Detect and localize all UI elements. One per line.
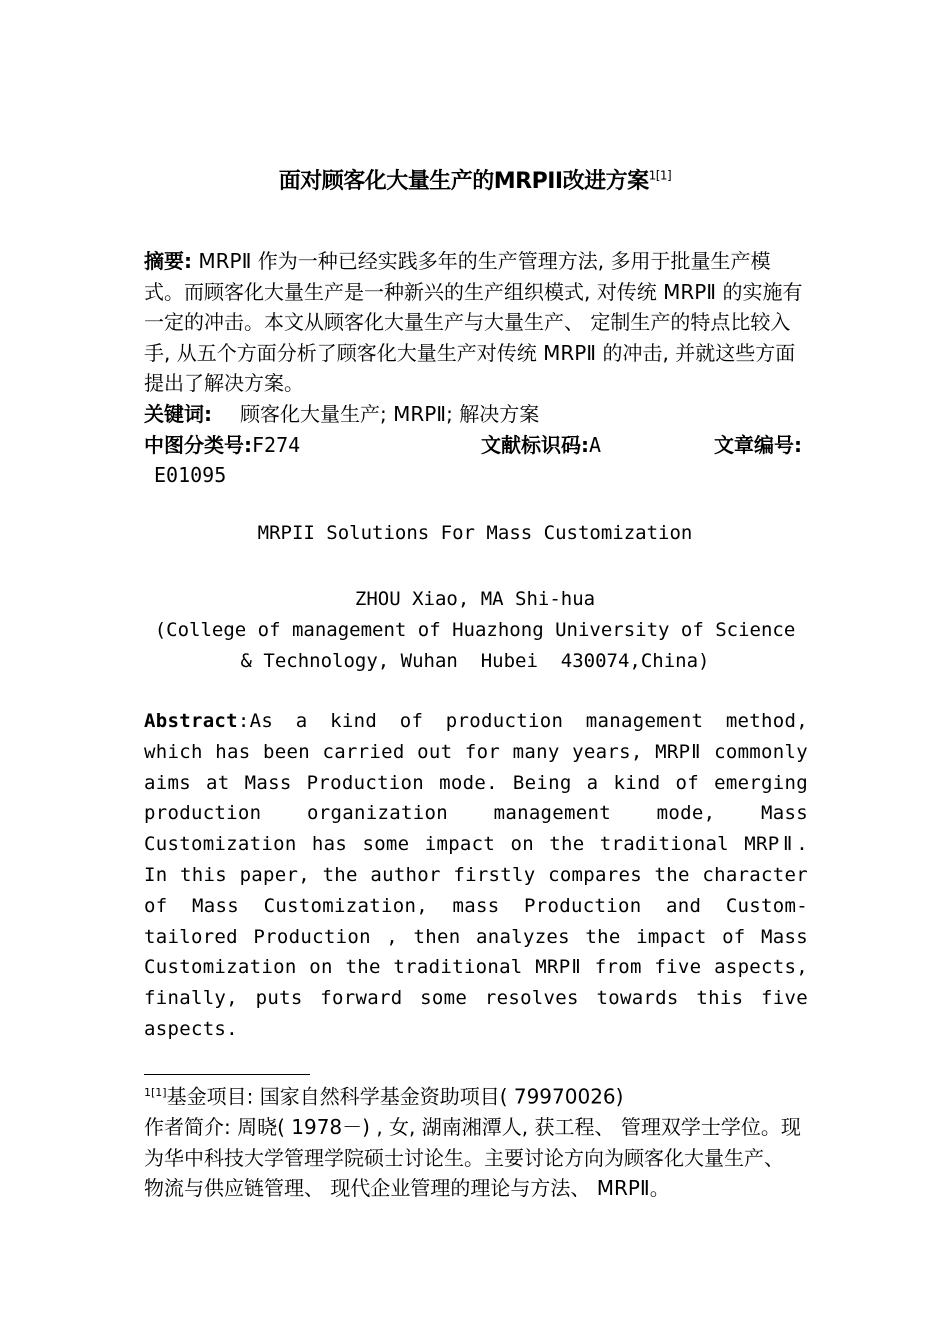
- footnote-fund-text: 基金项目: 国家自然科学基金资助项目( 79970026): [166, 1084, 624, 1109]
- keywords-text: 顾客化大量生产; MRPⅡ; 解决方案: [240, 402, 540, 426]
- doc-code-label: 文献标识码:: [481, 433, 589, 457]
- footnote-marker: 1[1]: [144, 1086, 167, 1099]
- abstract-en-text: :As a kind of production management method, which has been carried out for many years, MRPⅡ commonly aims at Mass Production mode. Being a kind of emerging production organization management mode, Mass Customization has some impact on the traditional MRPⅡ. In this paper, the author firstly compares the character of Mass Customization, mass Production and Custom-tailored Production , then analyzes the impact of Mass Customization on the traditional MRPⅡ from five aspects, finally, puts forward some resolves towards this five aspects.: [144, 710, 808, 1040]
- paper-title-text: 面对顾客化大量生产的MRPII改进方案: [278, 169, 649, 194]
- english-title: MRPII Solutions For Mass Customization: [257, 522, 693, 544]
- footnote-divider: [144, 1074, 310, 1075]
- clc-value: F274: [252, 433, 301, 457]
- classification-line: [144, 430, 808, 491]
- clc-label: 中图分类号:: [144, 433, 252, 457]
- keywords-label: 关键词:: [144, 402, 212, 426]
- author-block: [0, 584, 950, 677]
- article-number-value: E01095: [154, 463, 227, 487]
- doc-code-value: A: [589, 433, 602, 457]
- title-footnote-marker: 1[1]: [648, 168, 672, 183]
- keywords: [144, 399, 808, 430]
- article-number-label: 文章编号:: [714, 433, 802, 457]
- abstract-cn-label: 摘要:: [144, 249, 192, 273]
- footnote-fund: [144, 1078, 808, 1112]
- chinese-abstract: [144, 246, 808, 399]
- footnote: [144, 1078, 808, 1204]
- affiliation-line-2: & Technology, Wuhan Hubei 430074,China): [240, 650, 710, 672]
- author-names: ZHOU Xiao, MA Shi-hua: [354, 588, 596, 610]
- footnote-author-bio: 作者简介: 周晓( 1978－) , 女, 湖南湘潭人, 获工程、 管理双学士学位。现为华中科技大学管理学院硕士讨论生。主要讨论方向为顾客化大量生产、 物流与供应链管理、 现代企业管理的理论与方法、 MRPⅡ。: [144, 1115, 801, 1201]
- doc-code-field: [481, 430, 601, 461]
- paper-title: [0, 164, 950, 195]
- english-abstract: [144, 706, 808, 1045]
- abstract-cn-text: MRPⅡ 作为一种已经实践多年的生产管理方法, 多用于批量生产模式。而顾客化大量生产是一种新兴的生产组织模式, 对传统 MRPⅡ 的实施有一定的冲击。本文从顾客化大量生产与大量生产、 定制生产的特点比较入手, 从五个方面分析了顾客化大量生产对传统 MRPⅡ 的冲击, 并就这些方面提出了解决方案。: [144, 249, 803, 395]
- clc-field: [144, 430, 300, 461]
- abstract-en-label: Abstract: [144, 710, 238, 732]
- affiliation-line-1: (College of management of Huazhong University of Science: [154, 619, 796, 641]
